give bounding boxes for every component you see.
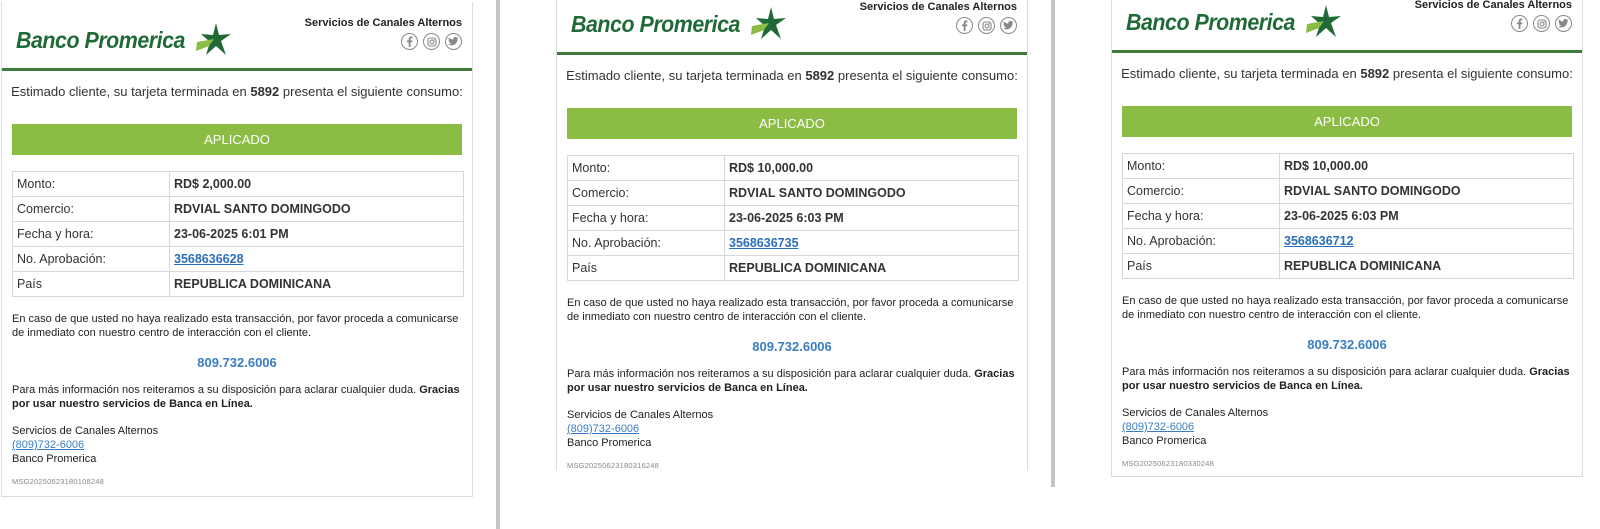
fraud-warning-text: En caso de que usted no haya realizado esta transacción, por favor proceda a comunicarse de inmediato con nuestro centro de interacción con el cliente. xyxy=(567,297,1014,323)
signature-dept: Servicios de Canales Alternos xyxy=(12,425,159,437)
merchant-value: RDVIAL SANTO DOMINGODO xyxy=(170,197,464,222)
bank-logo-text: Banco Promerica xyxy=(1126,8,1295,35)
star-logo-icon xyxy=(192,22,232,58)
approval-label: No. Aprobación: xyxy=(1123,229,1280,254)
transaction-details-table xyxy=(12,171,464,297)
email-header xyxy=(1112,0,1582,53)
transaction-details-table xyxy=(1122,153,1574,279)
twitter-icon[interactable] xyxy=(1000,17,1017,34)
amount-value: RD$ 10,000.00 xyxy=(725,156,1019,181)
datetime-label: Fecha y hora: xyxy=(568,206,725,231)
phone-link[interactable]: 809.732.6006 xyxy=(197,355,277,370)
message-id: MSG20250623180108248 xyxy=(12,477,104,486)
signature-dept: Servicios de Canales Alternos xyxy=(567,409,714,421)
thanks-text: Gracias por usar nuestro servicios de Banca en Línea. xyxy=(12,384,460,410)
facebook-icon[interactable] xyxy=(1511,15,1528,32)
merchant-label: Comercio: xyxy=(13,197,170,222)
table-row xyxy=(568,256,1019,281)
bank-logo xyxy=(1126,4,1342,40)
merchant-value: RDVIAL SANTO DOMINGODO xyxy=(1280,179,1574,204)
header-title: Servicios de Canales Alternos xyxy=(1414,0,1572,11)
table-row xyxy=(568,231,1019,256)
country-value: REPUBLICA DOMINICANA xyxy=(170,272,464,297)
table-row xyxy=(13,247,464,272)
card-last4: 5892 xyxy=(805,68,835,83)
social-links xyxy=(860,17,1017,34)
country-label: País xyxy=(1123,254,1280,279)
table-row xyxy=(13,197,464,222)
header-services xyxy=(860,1,1017,34)
message-id: MSG20250623180330248 xyxy=(1122,459,1214,468)
merchant-label: Comercio: xyxy=(568,181,725,206)
phone-link[interactable]: 809.732.6006 xyxy=(752,339,832,354)
info-text xyxy=(567,367,1017,395)
thanks-text: Gracias por usar nuestro servicios de Banca en Línea. xyxy=(567,368,1015,394)
info-prefix: Para más información nos reiteramos a su disposición para aclarar cualquier duda. xyxy=(567,368,972,380)
signature-bank: Banco Promerica xyxy=(1122,435,1207,447)
card-last4: 5892 xyxy=(1360,66,1390,81)
status-banner: APLICADO xyxy=(567,108,1017,139)
screenshot-divider xyxy=(1051,0,1055,487)
approval-cell xyxy=(1280,229,1574,254)
country-value: REPUBLICA DOMINICANA xyxy=(725,256,1019,281)
table-row xyxy=(1123,204,1574,229)
country-label: País xyxy=(568,256,725,281)
table-row xyxy=(568,156,1019,181)
transaction-details-table xyxy=(567,155,1019,281)
country-value: REPUBLICA DOMINICANA xyxy=(1280,254,1574,279)
table-row xyxy=(13,222,464,247)
datetime-value: 23-06-2025 6:03 PM xyxy=(725,206,1019,231)
instagram-icon[interactable] xyxy=(1533,15,1550,32)
header-services xyxy=(1415,0,1572,32)
intro-text xyxy=(2,84,472,104)
social-links xyxy=(1415,15,1572,32)
approval-number-link[interactable]: 3568636628 xyxy=(174,252,244,266)
signature-phone-link[interactable]: (809)732-6006 xyxy=(567,423,640,435)
message-id: MSG20250623180316248 xyxy=(567,461,659,470)
header-title: Servicios de Canales Alternos xyxy=(859,1,1017,13)
email-card xyxy=(1111,0,1583,477)
signature xyxy=(1122,406,1572,448)
email-header xyxy=(2,2,472,71)
amount-value: RD$ 10,000.00 xyxy=(1280,154,1574,179)
approval-cell xyxy=(170,247,464,272)
datetime-value: 23-06-2025 6:01 PM xyxy=(170,222,464,247)
amount-label: Monto: xyxy=(13,172,170,197)
screenshot-divider xyxy=(496,0,500,529)
email-header xyxy=(557,0,1027,55)
table-row xyxy=(1123,229,1574,254)
bank-logo xyxy=(571,6,787,42)
amount-value: RD$ 2,000.00 xyxy=(170,172,464,197)
signature-bank: Banco Promerica xyxy=(567,437,652,449)
merchant-value: RDVIAL SANTO DOMINGODO xyxy=(725,181,1019,206)
bank-logo-text: Banco Promerica xyxy=(571,10,740,37)
star-logo-icon xyxy=(1302,4,1342,40)
signature-phone-link[interactable]: (809)732-6006 xyxy=(12,439,85,451)
header-title: Servicios de Canales Alternos xyxy=(304,17,462,29)
facebook-icon[interactable] xyxy=(401,33,418,50)
intro-suffix: presenta el siguiente consumo: xyxy=(837,68,1018,83)
table-row xyxy=(13,172,464,197)
approval-label: No. Aprobación: xyxy=(568,231,725,256)
table-row xyxy=(1123,179,1574,204)
approval-number-link[interactable]: 3568636712 xyxy=(1284,234,1354,248)
bank-logo xyxy=(16,22,232,58)
approval-number-link[interactable]: 3568636735 xyxy=(729,236,799,250)
signature-bank: Banco Promerica xyxy=(12,453,97,465)
instagram-icon[interactable] xyxy=(423,33,440,50)
signature xyxy=(12,424,462,466)
twitter-icon[interactable] xyxy=(1555,15,1572,32)
intro-prefix: Estimado cliente, su tarjeta terminada en xyxy=(566,68,802,83)
intro-text xyxy=(557,68,1027,88)
datetime-value: 23-06-2025 6:03 PM xyxy=(1280,204,1574,229)
thanks-text: Gracias por usar nuestro servicios de Banca en Línea. xyxy=(1122,366,1570,392)
status-banner: APLICADO xyxy=(12,124,462,155)
signature-dept: Servicios de Canales Alternos xyxy=(1122,407,1269,419)
table-row xyxy=(13,272,464,297)
approval-cell xyxy=(725,231,1019,256)
intro-prefix: Estimado cliente, su tarjeta terminada en xyxy=(1121,66,1357,81)
facebook-icon[interactable] xyxy=(956,17,973,34)
fraud-warning-text: En caso de que usted no haya realizado esta transacción, por favor proceda a comunicarse de inmediato con nuestro centro de interacción con el cliente. xyxy=(12,313,459,339)
twitter-icon[interactable] xyxy=(445,33,462,50)
intro-text xyxy=(1112,66,1582,86)
datetime-label: Fecha y hora: xyxy=(1123,204,1280,229)
table-row xyxy=(568,181,1019,206)
star-logo-icon xyxy=(747,6,787,42)
merchant-label: Comercio: xyxy=(1123,179,1280,204)
header-services xyxy=(305,17,462,50)
table-row xyxy=(1123,154,1574,179)
signature-phone-link[interactable]: (809)732-6006 xyxy=(1122,421,1195,433)
info-prefix: Para más información nos reiteramos a su disposición para aclarar cualquier duda. xyxy=(1122,366,1527,378)
phone-link[interactable]: 809.732.6006 xyxy=(1307,337,1387,352)
social-links xyxy=(305,33,462,50)
email-card xyxy=(556,0,1028,470)
info-text xyxy=(12,383,462,411)
bank-logo-text: Banco Promerica xyxy=(16,26,185,53)
intro-suffix: presenta el siguiente consumo: xyxy=(1392,66,1573,81)
signature xyxy=(567,408,1017,450)
table-row xyxy=(568,206,1019,231)
fraud-warning-text: En caso de que usted no haya realizado esta transacción, por favor proceda a comunicarse de inmediato con nuestro centro de interacción con el cliente. xyxy=(1122,295,1569,321)
datetime-label: Fecha y hora: xyxy=(13,222,170,247)
amount-label: Monto: xyxy=(568,156,725,181)
amount-label: Monto: xyxy=(1123,154,1280,179)
instagram-icon[interactable] xyxy=(978,17,995,34)
info-prefix: Para más información nos reiteramos a su disposición para aclarar cualquier duda. xyxy=(12,384,417,396)
intro-prefix: Estimado cliente, su tarjeta terminada en xyxy=(11,84,247,99)
approval-label: No. Aprobación: xyxy=(13,247,170,272)
info-text xyxy=(1122,365,1572,393)
country-label: País xyxy=(13,272,170,297)
intro-suffix: presenta el siguiente consumo: xyxy=(282,84,463,99)
card-last4: 5892 xyxy=(250,84,280,99)
status-banner: APLICADO xyxy=(1122,106,1572,137)
table-row xyxy=(1123,254,1574,279)
email-card xyxy=(1,2,473,497)
